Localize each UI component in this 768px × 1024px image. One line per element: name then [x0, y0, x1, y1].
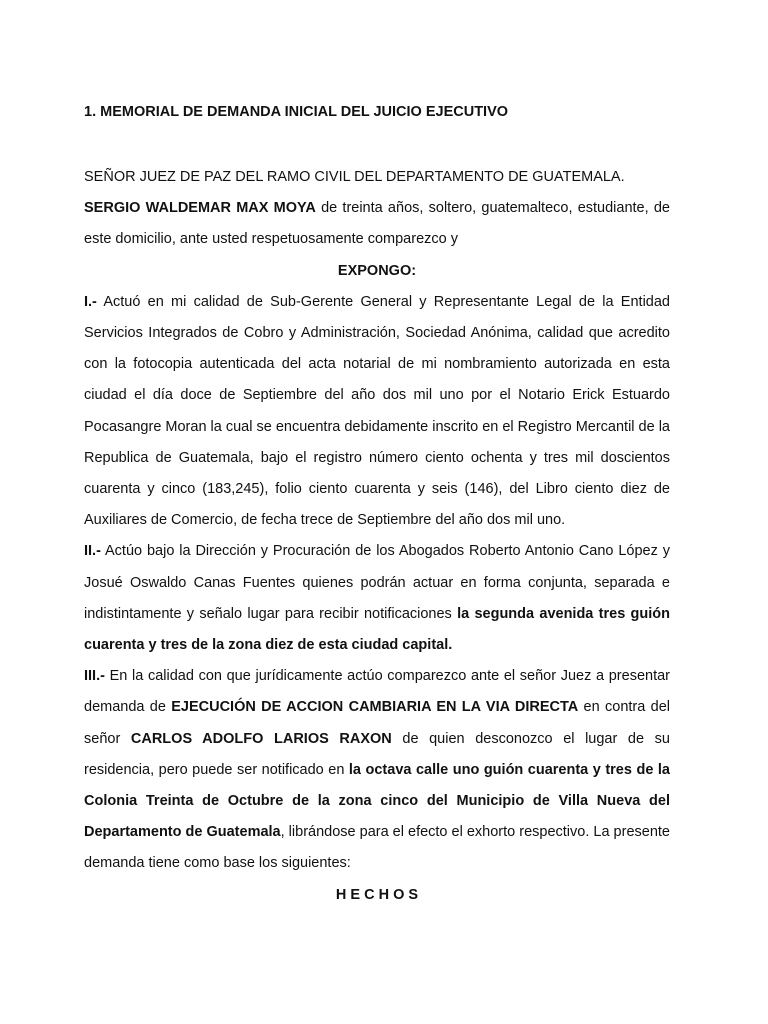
- section-3-label: III.-: [84, 668, 105, 685]
- addressee-line: SEÑOR JUEZ DE PAZ DEL RAMO CIVIL DEL DEPARTAMENTO DE GUATEMALA.: [84, 169, 625, 185]
- section-2-paragraph: [84, 536, 670, 661]
- defendant-address: la octava calle uno guión cuarenta y tres de la Colonia Treinta de Octubre de la zona cinco del Municipio de Villa Nueva del Departamento de Guatemala: [84, 761, 670, 841]
- hechos-heading-text: H E C H O S: [335, 886, 419, 903]
- document-title: 1. MEMORIAL DE DEMANDA INICIAL DEL JUICIO EJECUTIVO: [84, 104, 509, 120]
- notification-address: la segunda avenida tres guión cuarenta y tres de la zona diez de esta ciudad capital.: [84, 605, 670, 654]
- section-3-paragraph: [84, 661, 670, 879]
- defendant-name: CARLOS ADOLFO LARIOS RAXON: [130, 730, 392, 747]
- intro-text: de treinta años, soltero, guatemalteco, estudiante, de este domicilio, ante usted respetuosamente comparezco y: [84, 200, 670, 248]
- section-3-text-d: , librándose para el efecto el exhorto respectivo. La presente demanda tiene como base los siguientes:: [84, 824, 670, 872]
- section-2-text: Actúo bajo la Dirección y Procuración de los Abogados Roberto Antonio Cano López y Josué Oswaldo Canas Fuentes quienes podrán actuar en forma conjunta, separada e indistintamente y señalo lugar para recibir notificaciones: [84, 543, 670, 622]
- plaintiff-name: SERGIO WALDEMAR MAX MOYA: [84, 200, 316, 217]
- section-1-text: Actuó en mi calidad de Sub-Gerente General y Representante Legal de la Entidad Servicios Integrados de Cobro y Administración, Sociedad Anónima, calidad que acredito con la fotocopia autenticada del acta notarial de mi nombramiento autorizada en esta ciudad el día doce de Septiembre del año dos mil uno por el Notario Erick Estuardo Pocasangre Moran la cual se encuentra debidamente inscrito en el Registro Mercantil de la Republica de Guatemala, bajo el registro número ciento ochenta y tres mil doscientos cuarenta y cinco (183,245), folio ciento cuarenta y seis (146), del Libro ciento diez de Auxiliares de Comercio, de fecha trece de Septiembre del año dos mil uno.: [84, 293, 670, 529]
- section-3-text-a: En la calidad con que jurídicamente actúo comparezco ante el señor Juez a presentar demanda de: [84, 668, 670, 716]
- expongo-heading-text: EXPONGO:: [337, 262, 417, 279]
- section-1-paragraph: [84, 287, 670, 537]
- document-body: [84, 162, 670, 911]
- hechos-heading: [84, 880, 670, 911]
- intro-paragraph: [84, 193, 670, 255]
- section-3-text-c: de quien desconozco el lugar de su residencia, pero puede ser notificado en: [84, 730, 670, 778]
- expongo-heading: [84, 256, 670, 287]
- section-1-label: I.-: [84, 293, 97, 310]
- section-2-label: II.-: [84, 543, 101, 560]
- demand-type: EJECUCIÓN DE ACCION CAMBIARIA EN LA VIA DIRECTA: [171, 699, 579, 716]
- section-3-text-b: en contra del señor: [84, 699, 670, 747]
